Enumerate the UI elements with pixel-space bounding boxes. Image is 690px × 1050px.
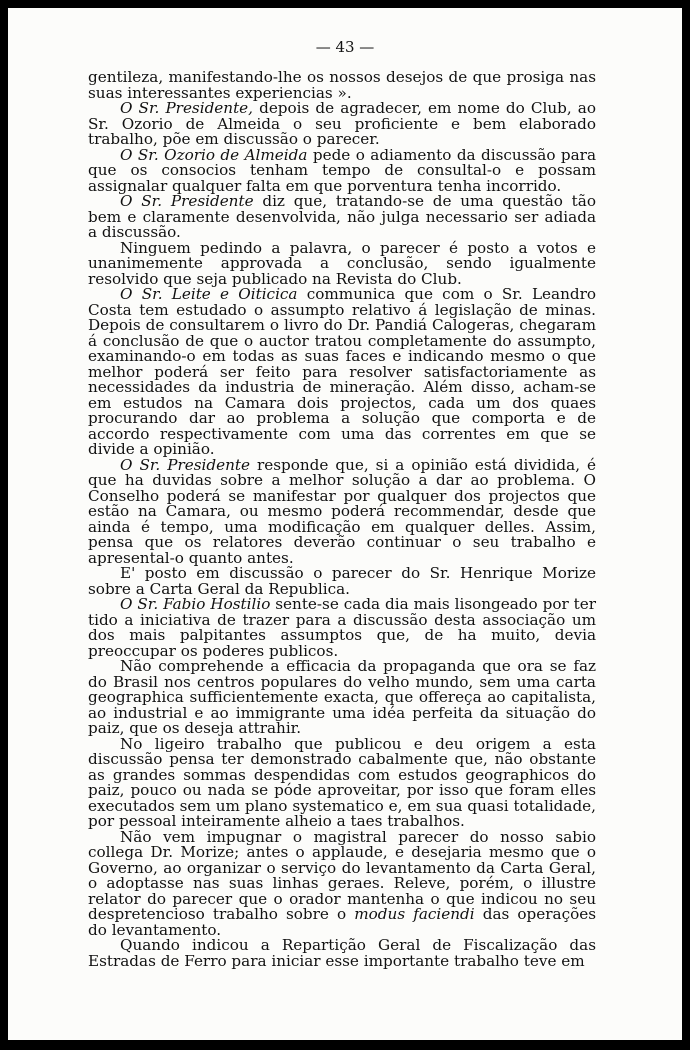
speaker-name: O Sr. Presidente [120,455,250,474]
paragraph-12 [88,827,596,939]
speaker-name: O Sr. Presidente [120,192,254,210]
paragraph-text: Não comprehende a efficacia da propaganda que ora se faz do Brasil nos centros populares do velho mundo, sem uma carta geographica sufficientemente exacta, que offereça ao capitalista, ao industrial e ao immigrante uma idéa perfeita da situação do paiz, que os deseja attrahir. [88,657,596,737]
speaker-name: O Sr. Ozorio de Almeida [120,145,308,164]
scanned-page [8,8,682,1040]
paragraph-11 [88,734,596,830]
paragraph-text: E' posto em discussão o parecer do Sr. Henrique Morize sobre a Carta Geral da Republica. [88,564,596,598]
paragraph-9 [88,597,596,659]
paragraph-10 [88,659,596,737]
body-text [88,70,596,969]
paragraph-13 [88,938,596,969]
paragraph-text: Quando indicou a Repartição Geral de Fiscalização das Estradas de Ferro para iniciar esse importante trabalho teve em [88,936,596,970]
paragraph-text: Ninguem pedindo a palavra, o parecer é posto a votos e unanimemente approvada a conclusão, sendo igualmente resolvido que seja publicado na Revista do Club. [88,238,596,288]
paragraph-4 [88,194,596,241]
paragraph-text: communica que com o Sr. Leandro Costa tem estudado o assumpto relativo á legislação de minas. Depois de consultarem o livro do Dr. Pandiá Calogeras, chegaram á conclusão de que o auctor tratou completamente do assumpto, examinando-o em todas as suas faces e indicando mesmo o que melhor poderá ser feito para resolver satisfactoriamente as necessidades da industria de mineração. Além disso, acham-se em estudos na Camara dois projectos, cada um dos quaes procurando dar ao problema a solução que comporta e de accordo respectivamente com uma das correntes em que se divide a opinião. [88,285,596,458]
paragraph-text: gentileza, manifestando-lhe os nossos desejos de que prosiga nas suas interessantes experiencias ». [88,68,596,102]
page-number: — 43 — [315,38,375,56]
paragraph-8 [88,566,596,597]
paragraph-text: depois de agradecer, em nome do Club, ao Sr. Ozorio de Almeida o seu proficiente e bem elaborado trabalho, põe em discussão o parecer. [88,99,596,148]
paragraph-text: diz que, tratando-se de uma questão tão bem e claramente desenvolvida, não julga necessario ser adiada a discussão. [88,192,596,241]
speaker-name: O Sr. Leite e Oiticica [120,285,298,303]
paragraph-text: sente-se cada dia mais lisongeado por ter tido a iniciativa de trazer para a discussão desta associação um dos mais palpitantes assumptos que, de ha muito, devia preoccupar os poderes publicos. [88,595,597,660]
paragraph-text: Não vem impugnar o magistral parecer do nosso sabio collega Dr. Morize; antes o applaude, e desejaria mesmo que o Governo, ao organizar o serviço do levantamento da Carta Geral, o adoptasse nas suas linhas geraes. Releve, porém, o illustre relator do parecer que o orador mantenha o que indicou no seu despretencioso trabalho sobre o [88,827,596,923]
paragraph-1 [88,70,596,101]
speaker-name: modus faciendi [354,905,475,923]
paragraph-text: das operações do levantamento. [88,905,596,939]
paragraph-text: No ligeiro trabalho que publicou e deu origem a esta discussão pensa ter demonstrado cabalmente que, não obstante as grandes sommas despendidas com estudos geographicos do paiz, pouco ou nada se póde aproveitar, por isso que foram elles executados sem um plano systematico e, em sua quasi totalidade, por pessoal inteiramente alheio a taes trabalhos. [88,734,596,830]
paragraph-2 [88,101,596,148]
paragraph-6 [88,287,596,458]
paragraph-text: pede o adiamento da discussão para que os consocios tenham tempo de consultal-o e possam assignalar qualquer falta em que porventura tenha incorrido. [88,145,597,195]
speaker-name: O Sr. Fabio Hostilio [120,595,271,613]
paragraph-7 [88,455,597,567]
paragraph-3 [88,145,597,195]
paragraph-5 [88,238,596,288]
paragraph-text: responde que, si a opinião está dividida, é que ha duvidas sobre a melhor solução a dar ao problema. O Conselho poderá se manifestar por qualquer dos projectos que estão na Camara, ou mesmo poderá recommendar, desde que ainda é tempo, uma modificação em qualquer delles. Assim, pensa que os relatores deverão continuar o seu trabalho e apresental-o quanto antes. [88,455,597,567]
speaker-name: O Sr. Presidente, [120,99,253,117]
